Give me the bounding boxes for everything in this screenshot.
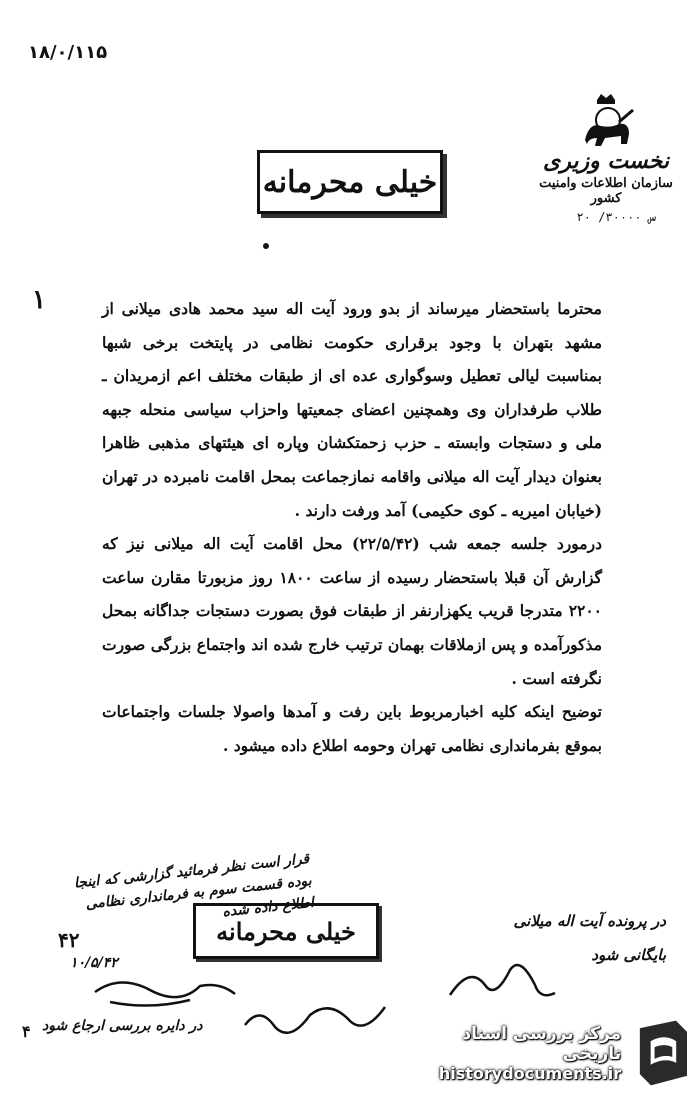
margin-mark: ١	[32, 285, 46, 315]
reference-number: ۱۸/۰/۱۱۵	[28, 42, 108, 63]
bottom-number: ۴	[22, 1022, 31, 1041]
note-right-line-1: در پرونده آیت اله میلانی	[513, 912, 666, 930]
lion-and-sun-emblem-icon	[575, 92, 637, 150]
organization-name: سازمان اطلاعات وامنیت کشور	[539, 176, 673, 206]
watermark	[402, 1013, 692, 1093]
letter-reference: س ۳۰۰۰۰/ ۲۰	[576, 210, 656, 224]
signature-scribble-center	[240, 995, 390, 1045]
archive-logo-icon	[631, 1017, 692, 1089]
ink-dot	[263, 243, 269, 249]
handwritten-date: ۱۰/۵/۴۲	[70, 955, 118, 971]
letter-body	[102, 292, 602, 762]
signature-scribble-left	[90, 972, 240, 1012]
handwritten-note-left: قرار است نظر فرمائید گزارشی که اینجا بوده قسمت سوم به فرمانداری نظامی اطلاع داده شده	[73, 850, 315, 921]
body-paragraph-3: توضیح اینکه کلیه اخبارمربوط باین رفت و آمدها واصولا جلسات واجتماعات بموقع بفرمانداری نظامی تهران وحومه اطلاع داده میشود .	[102, 702, 602, 755]
body-paragraph-2: درمورد جلسه جمعه شب (۲۲/۵/۴۲) محل اقامت آیت اله میلانی نیز که گزارش آن قبلا باستحضار رسیده از ساعت ۱۸۰۰ روز مزبورتا مقارن ساعت ۲۲۰۰ متدرجا قریب یکهزارنفر از طبقات فوق بصورت دستجات جداگانه بمحل مذکورآمده و پس ازملاقات بهمان ترتیب خارج شده اند واجتماع بزرگی صورت نگرفته است .	[102, 534, 602, 688]
classification-stamp-secondary: خیلی محرمانه	[193, 903, 379, 959]
letterhead	[526, 92, 686, 224]
note-right-line-2: بایگانی شود	[591, 946, 666, 964]
watermark-url: historydocuments.ir	[438, 1063, 622, 1083]
signature-scribble-right	[440, 955, 560, 1015]
office-name: نخست وزیری	[543, 148, 669, 174]
classification-stamp: خیلی محرمانه	[257, 150, 443, 214]
watermark-title: مرکز بررسی اسناد تاریخی	[462, 1023, 622, 1064]
handwritten-initial: ۴۲	[58, 928, 80, 952]
body-paragraph-1: محترما باستحضار میرساند از بدو ورود آیت اله سید محمد هادی میلانی از مشهد بتهران با وجود برقراری حکومت نظامی در پایتخت برخی شبها بمناسبت لیالی تعطیل وسوگواری عده ای از طبقات مختلف اعم ازمریدان ـ طلاب طرفداران وی وهمچنین اعضای جمعیتها واحزاب سیاسی منحله جبهه ملی و دستجات وابسته ـ حزب زحمتکشان وپاره ای هیئتهای مذهبی ظاهرا بعنوان دیدار آیت اله میلانی واقامه نمازجماعت بمحل اقامت نامبرده در تهران (خیابان امیریه ـ کوی حکیمی) آمد ورفت دارند .	[102, 299, 602, 520]
handwritten-note-bottom: در دایره بررسی ارجاع شود	[42, 1018, 203, 1034]
watermark-text	[402, 1024, 621, 1083]
